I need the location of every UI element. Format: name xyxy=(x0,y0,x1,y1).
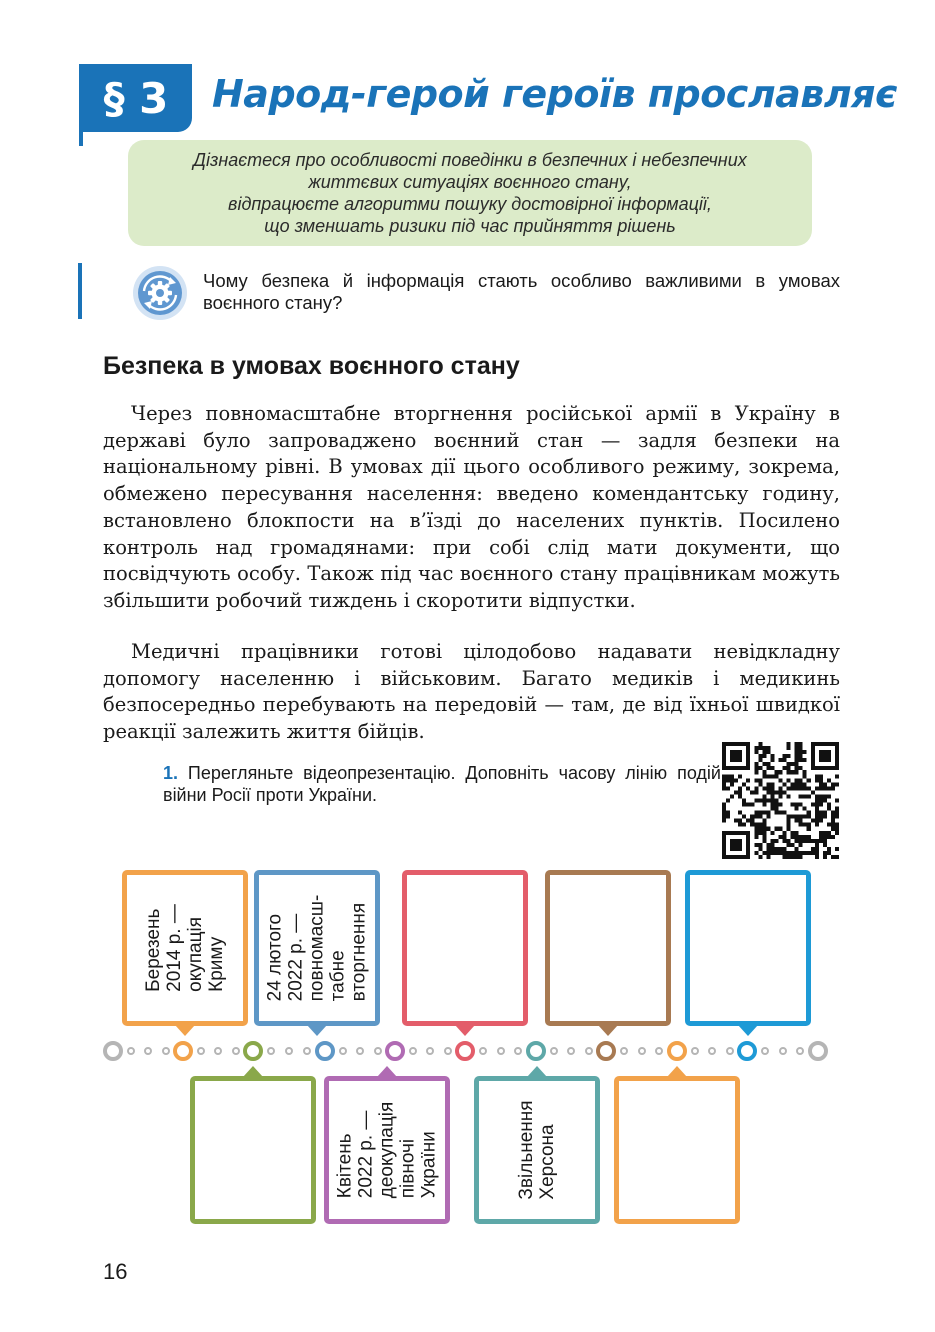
gear-cycle-icon xyxy=(132,265,188,321)
timeline-dot xyxy=(726,1047,734,1055)
qr-code-icon[interactable] xyxy=(722,742,839,859)
timeline-pointer xyxy=(455,1025,475,1036)
task-1 xyxy=(163,762,721,806)
timeline-dot xyxy=(620,1047,628,1055)
timeline-node xyxy=(455,1041,475,1061)
timeline-entry-text: Квітень 2022 р. — деокупація півночі України xyxy=(334,1101,440,1199)
timeline-dot xyxy=(214,1047,222,1055)
timeline-pointer xyxy=(307,1025,327,1036)
timeline-dot xyxy=(197,1047,205,1055)
timeline-node xyxy=(173,1041,193,1061)
timeline-box-bottom-2[interactable] xyxy=(324,1076,450,1224)
timeline-entry-text: Звільнення Херсона xyxy=(516,1100,558,1200)
timeline-pointer xyxy=(243,1066,263,1077)
timeline-box-bottom-1[interactable] xyxy=(190,1076,316,1224)
timeline-box-top-1[interactable] xyxy=(122,870,248,1026)
timeline-dot xyxy=(144,1047,152,1055)
timeline-dot xyxy=(514,1047,522,1055)
timeline-dot xyxy=(479,1047,487,1055)
timeline-pointer xyxy=(598,1025,618,1036)
timeline-dot xyxy=(409,1047,417,1055)
goals-line: життєвих ситуаціях воєнного стану, xyxy=(308,172,632,192)
timeline-dot xyxy=(232,1047,240,1055)
timeline-pointer xyxy=(175,1025,195,1036)
timeline-dot xyxy=(339,1047,347,1055)
timeline-dot xyxy=(567,1047,575,1055)
timeline-dot xyxy=(497,1047,505,1055)
timeline-dot xyxy=(426,1047,434,1055)
timeline-entry-text: 24 лютого 2022 р. — повномасш- табне вторгнення xyxy=(264,894,370,1002)
section-heading: Безпека в умовах воєнного стану xyxy=(103,352,520,380)
page-number: 16 xyxy=(103,1259,128,1284)
timeline-node xyxy=(737,1041,757,1061)
question-text: Чому безпека й інформація стають особливо важливими в умовах воєнного стану? xyxy=(203,270,840,313)
timeline-box-top-3[interactable] xyxy=(402,870,528,1026)
timeline-box-top-5[interactable] xyxy=(685,870,811,1026)
timeline-pointer xyxy=(527,1066,547,1077)
body-paragraph-1: Через повномасштабне вторгнення російської армії в Україну в державі було запроваджено воєнний стан — задля безпеки на національному рівні. В умовах дії цього особливого режиму, зокрема, обмежено пересування населення: введено комендантську годину, встановлено блокпости на в’їзді до населених пунктів. Посилено контроль над громадянами: при собі слід мати документи, що посвідчують особу. Також під час воєнного стану працівникам можуть збільшити робочий тиждень і скоротити відпустки. xyxy=(103,402,840,612)
task-number: 1. xyxy=(163,763,179,783)
timeline-node xyxy=(596,1041,616,1061)
body-paragraph-2: Медичні працівники готові цілодобово надавати невідкладну допомогу населенню і військовим. Багато медиків і медикинь безпосередньо перебувають на передовій — там, де від їхньої швидкої реакції залежить життя бійців. xyxy=(103,640,840,744)
timeline-node xyxy=(103,1041,123,1061)
timeline-dot xyxy=(550,1047,558,1055)
timeline-dot xyxy=(267,1047,275,1055)
timeline-dot xyxy=(127,1047,135,1055)
timeline-dot xyxy=(303,1047,311,1055)
timeline-dot xyxy=(638,1047,646,1055)
timeline-dot xyxy=(374,1047,382,1055)
goals-line: відпрацюєте алгоритми пошуку достовірної інформації, xyxy=(228,194,712,214)
timeline-box-bottom-4[interactable] xyxy=(614,1076,740,1224)
timeline-node xyxy=(315,1041,335,1061)
timeline-node xyxy=(243,1041,263,1061)
timeline-dot xyxy=(655,1047,663,1055)
timeline-dot xyxy=(708,1047,716,1055)
timeline-dot xyxy=(585,1047,593,1055)
timeline-box-bottom-3[interactable] xyxy=(474,1076,600,1224)
page-title: Народ-герой героїв прославляє xyxy=(212,72,898,116)
timeline-dot xyxy=(444,1047,452,1055)
timeline-pointer xyxy=(377,1066,397,1077)
timeline-dot xyxy=(162,1047,170,1055)
timeline-box-top-2[interactable] xyxy=(254,870,380,1026)
timeline-pointer xyxy=(738,1025,758,1036)
section-number-badge: § 3 xyxy=(80,64,192,132)
timeline-entry-text: Березень 2014 р. — окупація Криму xyxy=(143,904,227,992)
timeline-dot xyxy=(779,1047,787,1055)
timeline-node xyxy=(385,1041,405,1061)
timeline-node xyxy=(808,1041,828,1061)
timeline-pointer xyxy=(667,1066,687,1077)
task-text: Перегляньте відеопрезентацію. Доповніть часову лінію подій війни Росії проти України. xyxy=(163,763,721,805)
goals-line: що зменшать ризики під час прийняття рішень xyxy=(264,216,676,236)
timeline-dot xyxy=(356,1047,364,1055)
goals-line: Дізнаєтеся про особливості поведінки в безпечних і небезпечних xyxy=(193,150,747,170)
question-accent-bar xyxy=(78,263,82,319)
timeline-dot xyxy=(285,1047,293,1055)
timeline-dot xyxy=(761,1047,769,1055)
timeline-dot xyxy=(796,1047,804,1055)
timeline-dot xyxy=(691,1047,699,1055)
timeline-node xyxy=(526,1041,546,1061)
learning-goals-box xyxy=(128,140,812,246)
timeline-node xyxy=(667,1041,687,1061)
timeline-box-top-4[interactable] xyxy=(545,870,671,1026)
